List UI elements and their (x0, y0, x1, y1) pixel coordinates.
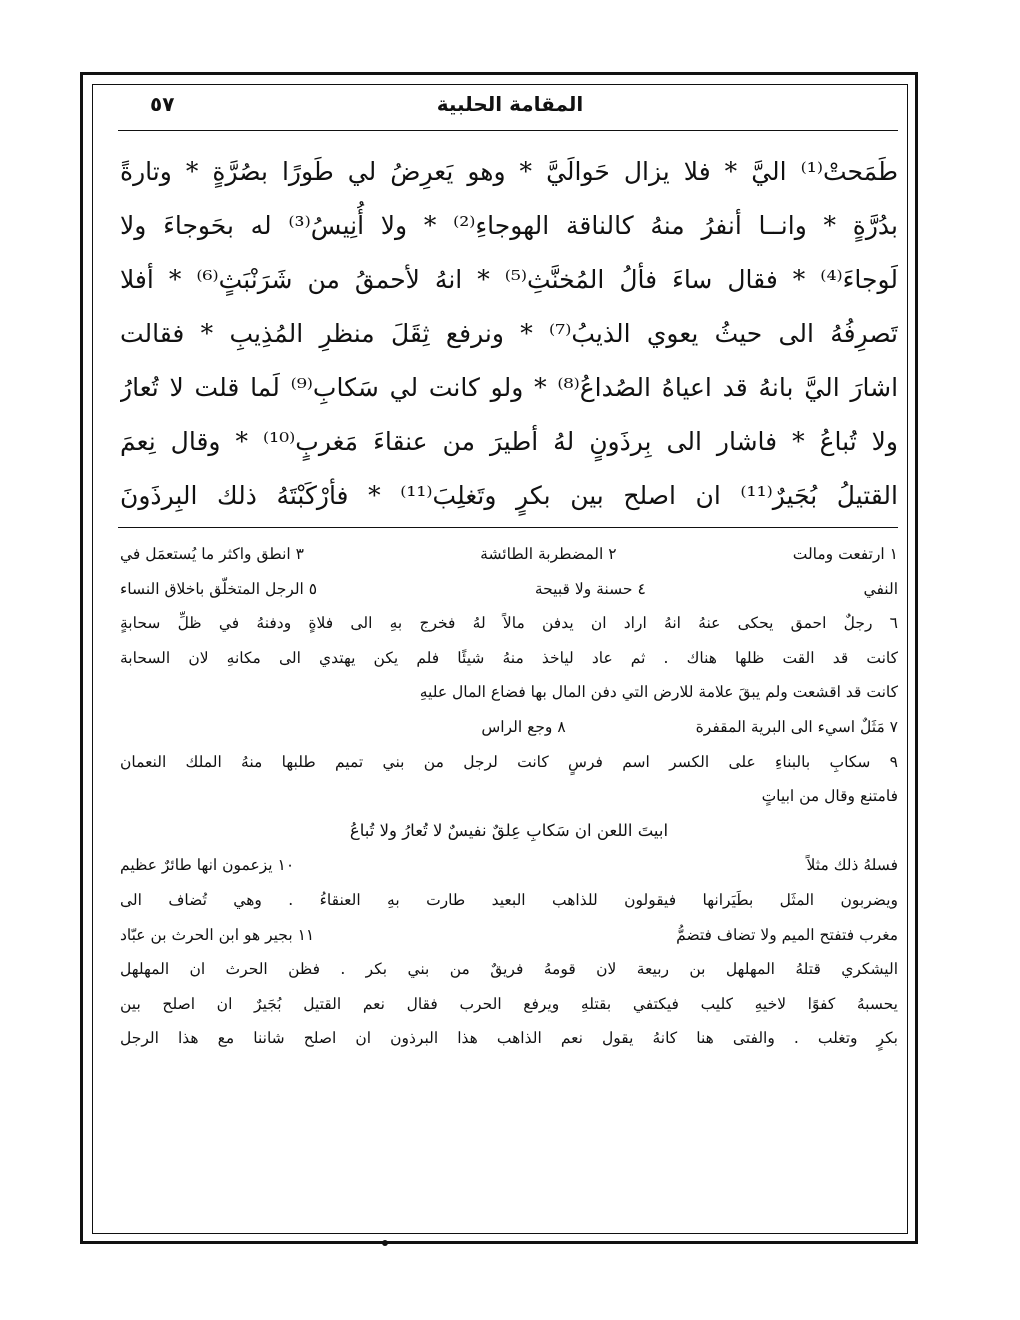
footnote-row (120, 848, 898, 883)
header-rule (118, 130, 898, 131)
footnote-3-cont: النفي (863, 579, 898, 598)
poetry-verse: ابيتَ اللعن ان سَكابِ عِلقٌ نفيسٌ لا تُعارُ ولا تُباعُ (349, 820, 669, 840)
footnote-3: ٣ انطق واكثر ما يُستعمَل في (120, 545, 304, 563)
footnote-row (120, 710, 898, 745)
main-line: القتيلُ بُجَيرٌ⁽¹¹⁾ ان اصلح بين بكرٍ وتَغلِبَ⁽¹¹⁾ * فأرْكَبْتَهُ ذلك البِرذَونَ (120, 481, 898, 510)
footnote-11-cont: اليشكري قتلهُ المهلهل بن ربيعة لان قومهُ فريقٌ من بني بكر . فظن الحرث ان المهلهل (120, 960, 898, 979)
main-line: بدُرَّةٍ * وانــا أنفرُ منهُ كالناقة الهوجاءِ⁽²⁾ * ولا أُنِيسُ⁽³⁾ له بحَوجاءَ ولا (120, 211, 898, 240)
ink-dot (382, 1240, 388, 1246)
footnote-10-cont: ويضربون المثَل بطَيَرانها فيقولون للذاهب البعيد طارت بهِ العنقاءُ . وهي تُضاف الى (120, 890, 898, 909)
main-line: لَوجاءَ⁽⁴⁾ * فقال ساءَ فألُ المُخنَّثِ⁽⁵⁾ * انهُ لأحمقُ من شَرَنْبَثٍ⁽⁶⁾ * أفلا (120, 265, 898, 294)
main-line: ولا تُباعُ * فاشار الى بِرذَونٍ لهُ أطيرَ من عنقاءَ مَغربٍ⁽¹⁰⁾ * وقال نِعمَ (120, 427, 898, 456)
footnote-5: ٥ الرجل المتخلّق باخلاق النساء (120, 579, 318, 598)
footnotes (120, 537, 898, 1056)
main-line: اشارَ اليَّ بانهُ قد اعياهُ الصُداعُ⁽⁸⁾ * ولو كانت لي سَكابِ⁽⁹⁾ لَما قلت لا تُعارُ (120, 373, 898, 402)
footnote-10: ١٠ يزعمون انها طائرٌ عظيم (120, 856, 295, 875)
footnote-7: ٧ مَثَلٌ اسيء الى البرية المقفرة (695, 717, 898, 736)
main-text (120, 145, 898, 523)
footnote-6-cont: كانت قد اقشعت ولم يبقَ علامة للارض التي دفن المال بها فضاع المال عليهِ (419, 683, 898, 702)
footnote-11-cont: يحسبهُ كفوًا لاخيهِ كليب فيكتفي بقتلهِ ويرفع الحرب فقال نعم القتيل بُجَيرٌ ان اصلح بين (120, 994, 898, 1013)
footnote-4: ٤ حسنة ولا قبيحة (534, 579, 646, 598)
main-line: تَصرِفُهُ الى حيثُ يعوي الذيبُ⁽⁷⁾ * ونرفع ثِقَلَ منظرِ المُذِيبِ * فقالت (120, 319, 898, 348)
main-line: طَمَحتْ⁽¹⁾ اليَّ * فلا يزال حَوالَيَّ * وهو يَعرِضُ لي طَورًا بصُرَّةٍ * وتارةً (120, 157, 898, 186)
footnote-9-cont: فامتنع وقال من ابياتٍ (761, 787, 898, 806)
footnote-2: ٢ المضطربة الطائشة (480, 545, 617, 563)
footnote-8: ٨ وجع الراس (481, 717, 566, 736)
page-title: المقامة الحلبية (436, 92, 584, 116)
footnote-6: ٦ رجلٌ احمق يحكى عنهُ انهُ اراد ان يدفن مالاً لهُ فخرج بهِ الى فلاةٍ ودفنهُ في ظلِّ سحابةٍ (120, 614, 898, 633)
notes-rule (118, 527, 898, 528)
footnote-row (120, 918, 898, 953)
footnote-row (120, 572, 898, 607)
footnote-6-cont: كانت قد القت ظلها هناك . ثم عاد لياخذ منهُ شيئًا فلم يكن يهتدي الى مكانهِ لان السحابة (120, 648, 898, 667)
footnote-1: ١ ارتفعت ومالت (792, 545, 898, 563)
footnote-row (120, 537, 898, 572)
footnote-9-end: فسلهُ ذلك مثلاً (806, 856, 898, 875)
footnote-9: ٩ سكابِ بالبناءِ على الكسر اسم فرسٍ كانت لرجل من بني تميم طلبها منهُ الملك النعمان (120, 752, 898, 771)
footnote-11-cont: بكرٍ وتغلب . والفتى هنا كانهُ يقول نعم الذاهب هذا البرذون ان اصلح شاننا مع هذا الرجل (120, 1029, 898, 1048)
footnote-10-end: مغرب فتفتح الميم ولا تضاف فتضمُّ (676, 925, 898, 944)
footnote-11: ١١ بجير هو ابن الحرث بن عبّاد (120, 925, 315, 944)
page-number: ٥٧ (150, 92, 175, 116)
